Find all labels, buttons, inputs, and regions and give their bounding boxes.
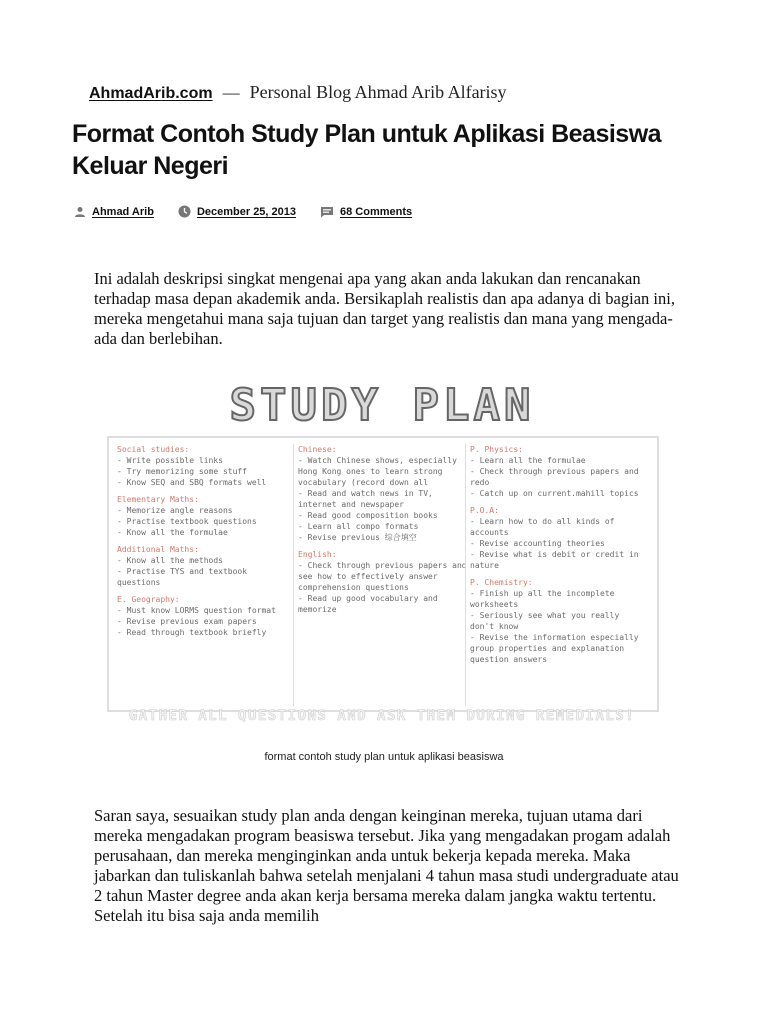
plan-item: - Revise the information especially group properties and explanation question answers <box>470 633 639 664</box>
plan-item: - Revise accounting theories <box>470 539 605 548</box>
plan-subject: Additional Maths: <box>117 545 199 554</box>
plan-item: - Know all the methods <box>117 556 223 565</box>
plan-item: - Revise previous 综合填空 <box>298 533 417 542</box>
body-paragraph: Saran saya, sesuaikan study plan anda dengan keinginan mereka, tujuan utama dari mereka mengadakan program beasiswa tersebut. Jika yang mengadakan progam adalah perusahaan, dan mereka menginginkan anda untuk bekerja kepada mereka. Maka jabarkan dan tuliskanlah bahwa setelah menjalani 4 tahun masa studi undergraduate atau 2 tahun Master degree anda akan kerja bersama mereka dalam jangka waktu tertentu. Setelah itu bisa saja anda memilih <box>94 806 679 925</box>
study-plan-heading: STUDY PLAN <box>229 380 535 431</box>
meta-date <box>178 205 296 218</box>
plan-subject: P. Physics: <box>470 445 523 454</box>
plan-subject: P.O.A: <box>470 506 499 515</box>
study-plan-image <box>104 378 660 740</box>
plan-item: - Practise textbook questions <box>117 517 257 526</box>
plan-column <box>117 444 289 706</box>
plan-column <box>293 444 470 706</box>
plan-item: - Catch up on current.mahill topics <box>470 489 639 498</box>
plan-item: - Learn all the formulae <box>470 456 586 465</box>
plan-item: - Watch Chinese shows, especially Hong Kong ones to learn strong vocabulary (record down all <box>298 456 457 487</box>
plan-item: - Check through previous papers and redo <box>470 467 639 487</box>
plan-item: - Write possible links <box>117 456 223 465</box>
image-caption: format contoh study plan untuk aplikasi beasiswa <box>264 751 504 763</box>
plan-item: - Read good composition books <box>298 511 438 520</box>
comments-link[interactable]: 68 Comments <box>340 205 413 218</box>
plan-subject: P. Chemistry: <box>470 578 533 587</box>
plan-subject: Elementary Maths: <box>117 495 199 504</box>
post-title: Format Contoh Study Plan untuk Aplikasi Beasiswa Keluar Negeri <box>72 120 662 180</box>
site-title-link[interactable]: AhmadArib.com <box>89 85 213 102</box>
plan-item: - Learn all compo formats <box>298 522 419 531</box>
plan-subject: Social studies: <box>117 445 190 454</box>
plan-item: - Learn how to do all kinds of accounts <box>470 517 615 537</box>
plan-item: - Check through previous papers and see how to effectively answer comprehension questions <box>298 561 467 592</box>
plan-item: - Know all the formulae <box>117 528 228 537</box>
clock-icon <box>178 205 191 218</box>
meta-author <box>74 206 154 218</box>
site-header <box>89 82 507 103</box>
plan-item: - Memorize angle reasons <box>117 506 233 515</box>
meta-comments <box>320 206 412 218</box>
plan-item: - Seriously see what you really don't know <box>470 611 620 631</box>
plan-item: - Try memorizing some stuff <box>117 467 248 476</box>
intro-paragraph: Ini adalah deskripsi singkat mengenai apa yang akan anda lakukan dan rencanakan terhadap masa depan akademik anda. Bersikaplah realistis dan apa adanya di bagian ini, mereka mengetahui mana saja tujuan dan target yang realistis dan mana yang mengada-ada dan berlebihan. <box>94 269 675 348</box>
site-description: Personal Blog Ahmad Arib Alfarisy <box>249 82 507 102</box>
plan-item: - Revise what is debit or credit in nature <box>470 550 639 570</box>
plan-subject: Chinese: <box>298 445 337 454</box>
date-link[interactable]: December 25, 2013 <box>196 205 297 218</box>
plan-item: - Must know LORMS question format <box>117 606 276 615</box>
plan-item: - Revise previous exam papers <box>117 617 257 626</box>
plan-subject: English: <box>298 550 337 559</box>
comment-icon <box>320 206 334 218</box>
post-meta <box>74 205 436 218</box>
plan-item: - Read through textbook briefly <box>117 628 267 637</box>
plan-item: - Read and watch news in TV, internet and newspaper <box>298 489 433 509</box>
plan-item: - Read up good vocabulary and memorize <box>298 594 438 614</box>
site-separator: — <box>222 83 240 102</box>
plan-item: - Practise TYS and textbook questions <box>117 567 248 587</box>
plan-subject: E. Geography: <box>117 595 180 604</box>
study-plan-board <box>107 436 659 712</box>
author-link[interactable]: Ahmad Arib <box>92 205 154 218</box>
plan-column <box>465 444 642 706</box>
plan-item: - Know SEQ and SBQ formats well <box>117 478 267 487</box>
plan-item: - Finish up all the incomplete worksheets <box>470 589 615 609</box>
person-icon <box>74 206 86 218</box>
study-plan-footer: GATHER ALL QUESTIONS AND ASK THEM DURING REMEDIALS! <box>128 708 636 724</box>
